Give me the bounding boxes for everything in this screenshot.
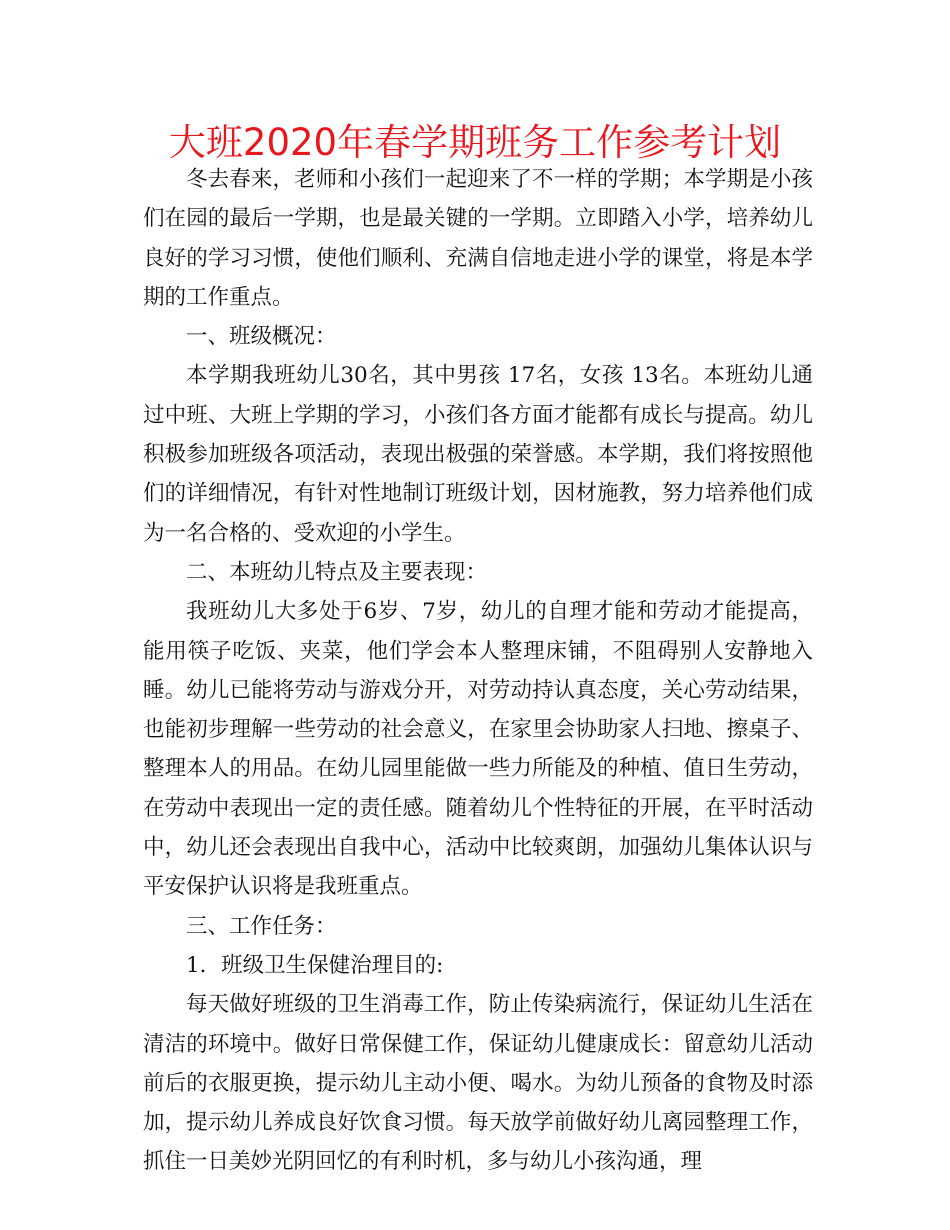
paragraph-intro: 冬去春来，老师和小孩们一起迎来了不一样的学期；本学期是小孩们在园的最后一学期，也是最关键的一学期。立即踏入小学，培养幼儿良好的学习习惯，使他们顺利、充满自信地走进小学的课堂，将是本学期的工作重点。 — [143, 167, 813, 310]
heading-class-characteristics: 二、本班幼儿特点及主要表现： — [186, 559, 488, 585]
paragraph-class-overview: 本学期我班幼儿30名，其中男孩 17名，女孩 13名。本班幼儿通过中班、大班上学期的学习，小孩们各方面才能都有成长与提高。幼儿积极参加班级各项活动，表现出极强的荣誉感。本学期，我们将按照他们的详细情况，有针对性地制订班级计划，因材施教，努力培养他们成为一名合格的、受欢迎的小学生。 — [143, 363, 813, 546]
paragraph-hygiene-goals: 每天做好班级的卫生消毒工作，防止传染病流行，保证幼儿生活在清洁的环境中。做好日常保健工作，保证幼儿健康成长：留意幼儿活动前后的衣服更换，提示幼儿主动小便、喝水。为幼儿预备的食物及时添加，提示幼儿养成良好饮食习惯。每天放学前做好幼儿离园整理工作，抓住一日美妙光阴回忆的有利时机，多与幼儿小孩沟通，理 — [143, 992, 813, 1175]
document-body — [143, 160, 813, 1182]
paragraph-class-characteristics: 我班幼儿大多处于6岁、7岁，幼儿的自理才能和劳动才能提高，能用筷子吃饭、夹菜，他们学会本人整理床铺，不阻碍别人安静地入睡。幼儿已能将劳动与游戏分开，对劳动持认真态度，关心劳动结果，也能初步理解一些劳动的社会意义，在家里会协助家人扫地、擦桌子、整理本人的用品。在幼儿园里能做一些力所能及的种植、值日生劳动，在劳动中表现出一定的责任感。随着幼儿个性特征的开展，在平时活动中，幼儿还会表现出自我中心，活动中比较爽朗，加强幼儿集体认识与平安保护认识将是我班重点。 — [143, 599, 813, 900]
document-title: 大班2020年春学期班务工作参考计划 — [168, 121, 782, 164]
heading-work-tasks: 三、工作任务： — [186, 913, 337, 939]
heading-class-overview: 一、班级概况： — [186, 324, 337, 350]
subheading-hygiene-goals: 1．班级卫生保健治理目的: — [186, 952, 444, 978]
